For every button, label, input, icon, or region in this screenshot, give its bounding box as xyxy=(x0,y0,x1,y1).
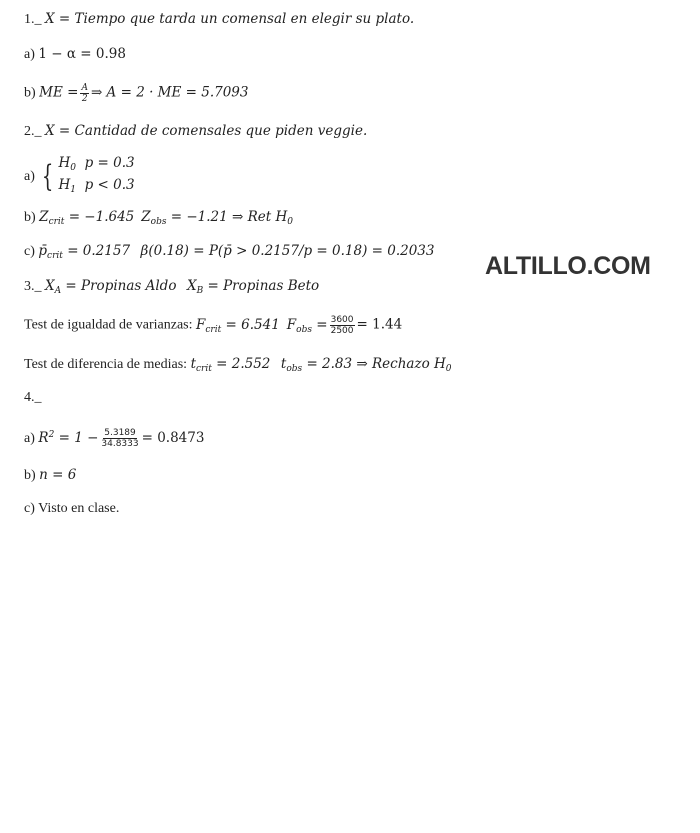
question-1b xyxy=(24,83,248,104)
item-label: a) xyxy=(24,47,35,62)
variable-xb: $X_B$ = Propinas Beto xyxy=(186,278,320,296)
question-1-statement xyxy=(24,10,414,29)
item-label: c) xyxy=(24,501,35,516)
item-label: b) xyxy=(24,85,36,101)
sample-size: n = 6 xyxy=(39,467,77,483)
answer-text: Visto en clase. xyxy=(38,501,120,516)
mean-test-line xyxy=(24,355,452,378)
question-1-number: 1._ xyxy=(24,12,42,27)
question-4c xyxy=(24,500,119,518)
me-result: ⇒ A = 2 · ME = 5.7093 xyxy=(90,84,249,101)
question-4a xyxy=(24,426,204,449)
question-2b xyxy=(24,208,293,231)
question-2-statement xyxy=(24,122,367,141)
z-obs: $Z_{obs} = -1.21$ ⇒ Ret $H_0$ xyxy=(141,209,294,227)
left-brace: { xyxy=(42,159,54,194)
question-3-statement xyxy=(24,277,319,300)
question-4-number: 4._ xyxy=(24,390,42,405)
r-squared: $R^2 = 1$ − xyxy=(38,430,99,446)
question-2-number: 2._ xyxy=(24,124,42,139)
f-obs-fraction: $\frac{3600}{2500}$ xyxy=(330,315,354,336)
beta-expression: β(0.18) = P(p̄ > 0.2157/p = 0.18) = 0.2033 xyxy=(140,243,435,259)
item-label: b) xyxy=(24,210,36,225)
f-obs-value: = 1.44 xyxy=(356,316,403,333)
a-over-2-fraction: $\frac{A}{2}$ xyxy=(81,83,88,104)
me-lhs: ME = xyxy=(39,84,79,101)
f-crit: $F_{crit} = 6.541$ xyxy=(196,316,280,335)
item-label: a) xyxy=(24,169,35,185)
question-2-variable: X = Cantidad de comensales que piden veggie. xyxy=(45,123,368,139)
hypothesis-h1: $H_1$ p < 0.3 xyxy=(58,177,135,195)
variable-xa: $X_A$ = Propinas Aldo xyxy=(45,278,177,296)
r-squared-fraction: $\frac{5.3189}{34.8333}$ xyxy=(101,428,139,450)
question-1-variable: X = Tiempo que tarda un comensal en elegir su plato. xyxy=(45,11,415,27)
confidence-expression: 1 − α = 0.98 xyxy=(38,46,126,62)
question-1a xyxy=(24,45,126,64)
question-2c xyxy=(24,242,435,265)
question-4b xyxy=(24,466,76,485)
variance-test-line xyxy=(24,315,402,339)
p-crit: $p̄_{crit} = 0.2157$ xyxy=(38,243,131,261)
variance-test-label: Test de igualdad de varianzas: xyxy=(24,317,193,333)
t-obs: $t_{obs} = 2.83$ ⇒ Rechazo $H_0$ xyxy=(280,356,452,374)
f-obs: $F_{obs}$ = xyxy=(286,316,328,335)
hypothesis-system xyxy=(58,155,134,199)
item-label: c) xyxy=(24,244,35,259)
z-crit: $Z_{crit} = -1.645$ xyxy=(39,209,135,227)
hypothesis-h0: $H_0$ p = 0.3 xyxy=(58,155,135,173)
question-2a xyxy=(24,155,135,199)
altillo-watermark: ALTILLO.COM xyxy=(485,252,651,280)
mean-test-label: Test de diferencia de medias: xyxy=(24,357,188,372)
item-label: b) xyxy=(24,468,36,483)
item-label: a) xyxy=(24,431,35,446)
t-crit: $t_{crit} = 2.552$ xyxy=(190,356,271,374)
question-3-number: 3._ xyxy=(24,279,42,294)
question-4-statement xyxy=(24,389,42,407)
r-squared-value: = 0.8473 xyxy=(141,430,205,446)
